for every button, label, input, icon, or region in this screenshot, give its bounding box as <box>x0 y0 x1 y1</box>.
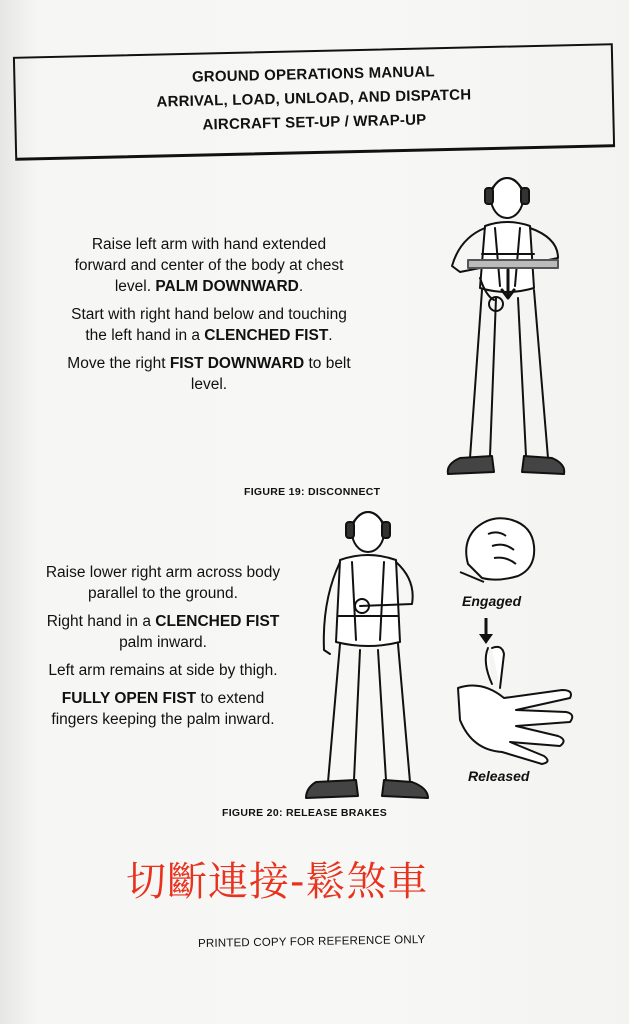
figure19-step1-end: . <box>298 278 304 295</box>
figure19-step3 <box>64 353 354 395</box>
figure19-instructions <box>64 234 354 402</box>
figure19-step1 <box>64 234 354 297</box>
worker-release-brakes-figure-icon <box>300 500 440 810</box>
figure19-step1-text: Raise left arm with hand extended forward and center of the body at chest level. <box>74 236 344 295</box>
figure20-step2-end: palm inward. <box>119 634 207 651</box>
chinese-annotation: 切斷連接-鬆煞車 <box>126 859 429 905</box>
print-footer: PRINTED COPY FOR REFERENCE ONLY <box>197 934 426 950</box>
worker-disconnect-figure-icon <box>430 168 570 488</box>
figure19-step3-end: to belt level. <box>190 355 351 393</box>
released-label: Released <box>468 768 530 784</box>
header-subtitle: ARRIVAL, LOAD, UNLOAD, AND DISPATCH <box>156 86 472 111</box>
figure20-step4-emphasis: FULLY OPEN FIST <box>61 690 197 707</box>
figure19-step3-text: Move the right <box>67 355 170 372</box>
figure19-step2-end: . <box>328 327 333 344</box>
manual-header <box>13 43 615 161</box>
figure19-caption: FIGURE 19: DISCONNECT <box>244 486 381 498</box>
figure20-step2 <box>38 611 288 653</box>
figure19-step2-emphasis: CLENCHED FIST <box>204 327 329 344</box>
clenched-fist-icon <box>458 512 542 592</box>
open-hand-icon <box>452 640 582 768</box>
figure19-step2 <box>64 304 354 346</box>
header-title: GROUND OPERATIONS MANUAL <box>191 63 435 86</box>
figure20-step2-text: Right hand in a <box>46 613 156 630</box>
figure20-instructions <box>38 562 288 737</box>
figure20-step4 <box>38 688 288 730</box>
figure20-step1: Raise lower right arm across body parallel to the ground. <box>45 564 281 602</box>
figure19-step1-emphasis: PALM DOWNWARD <box>155 278 299 295</box>
figure20-step3: Left arm remains at side by thigh. <box>48 662 278 679</box>
figure20-step2-emphasis: CLENCHED FIST <box>155 613 280 630</box>
engaged-label: Engaged <box>462 593 522 609</box>
header-section: AIRCRAFT SET-UP / WRAP-UP <box>202 111 427 134</box>
figure19-step3-emphasis: FIST DOWNWARD <box>169 355 305 372</box>
figure19-step2-text: Start with right hand below and touching the left hand in a <box>71 306 347 344</box>
figure20-caption: FIGURE 20: RELEASE BRAKES <box>222 807 388 819</box>
figure20-step4-text: to extend fingers keeping the palm inward. <box>51 690 275 728</box>
